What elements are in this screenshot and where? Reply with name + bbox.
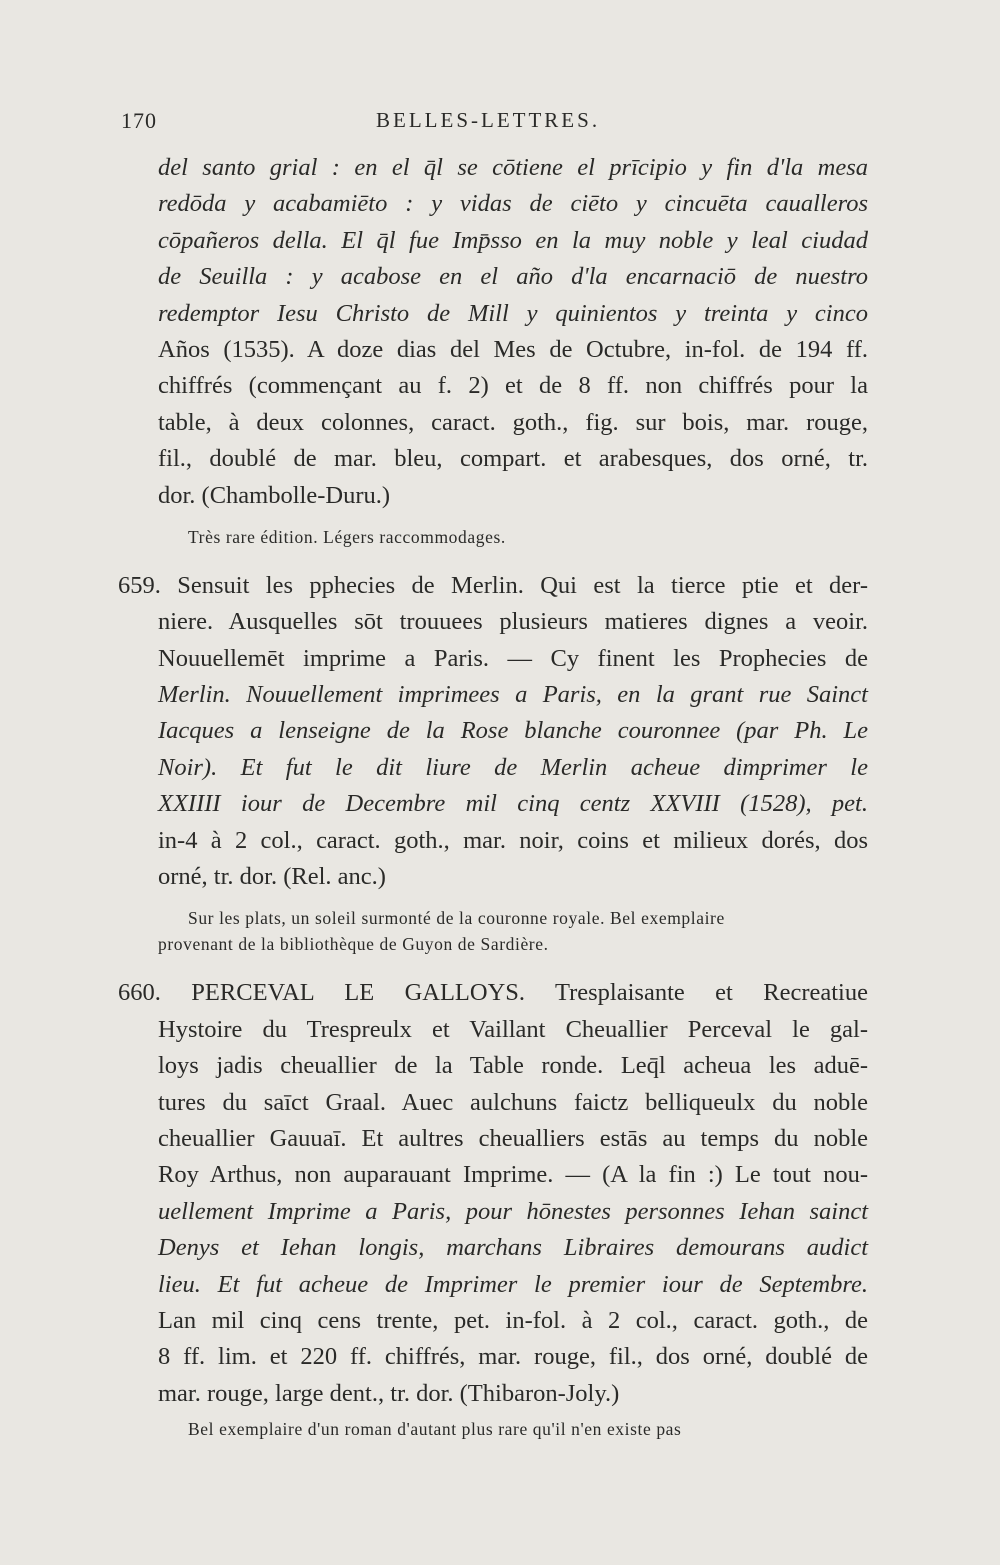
text-line: tures du saīct Graal. Auec aulchuns faictz belliqueulx du noble — [158, 1088, 868, 1116]
text-line: Iacques a lenseigne de la Rose blanche couronnee (par Ph. Le — [158, 717, 868, 745]
text-line: Hystoire du Trespreulx et Vaillant Cheuallier Perceval le gal- — [158, 1015, 868, 1043]
text-line: Noir). Et fut le dit liure de Merlin acheue dimprimer le — [158, 753, 868, 781]
text-line: loys jadis cheuallier de la Table ronde. Leq̄l acheua les aduē- — [158, 1052, 868, 1080]
text-line: Merlin. Nouuellement imprimees a Paris, en la grant rue Sainct — [158, 681, 868, 709]
text-line: cōpañeros della. El q̄l fue Imp̄sso en la muy noble y leal ciudad — [158, 226, 868, 254]
text-line: de Seuilla : y acabose en el año d'la encarnaciō de nuestro — [158, 263, 868, 291]
text-line: in-4 à 2 col., caract. goth., mar. noir, coins et milieux dorés, dos — [158, 826, 868, 854]
text-line: redōda y acabamiēto : y vidas de ciēto y cincuēta caualleros — [158, 190, 868, 218]
text-line: Nouuellemēt imprime a Paris. — Cy finent les Prophecies de — [158, 644, 868, 672]
entry-note: Très rare édition. Légers raccommodages. — [188, 526, 506, 547]
text-line: Años (1535). A doze dias del Mes de Octubre, in-fol. de 194 ff. — [158, 335, 868, 363]
text-line: dor. (Chambolle-Duru.) — [158, 481, 391, 509]
entry-note: Bel exemplaire d'un roman d'autant plus rare qu'il n'en existe pas — [188, 1419, 682, 1440]
entry-660 — [118, 975, 868, 1442]
text-line: fil., doublé de mar. bleu, compart. et arabesques, dos orné, tr. — [158, 445, 868, 473]
text-line: Roy Arthus, non auparauant Imprime. — (A la fin :) Le tout nou- — [158, 1161, 868, 1189]
entry-note: Sur les plats, un soleil surmonté de la couronne royale. Bel exemplaire — [188, 908, 725, 929]
text-line: chiffrés (commençant au f. 2) et de 8 ff. non chiffrés pour la — [158, 372, 868, 400]
text-line: del santo grial : en el q̄l se cōtiene el prīcipio y fin d'la mesa — [158, 154, 868, 181]
text-line: niere. Ausquelles sōt trouuees plusieurs matieres dignes a veoir. — [158, 608, 868, 636]
entry-659 — [118, 568, 868, 958]
text-line: table, à deux colonnes, caract. goth., fig. sur bois, mar. rouge, — [158, 408, 868, 436]
text-line: Lan mil cinq cens trente, pet. in-fol. à 2 col., caract. goth., de — [158, 1306, 868, 1334]
text-line: 8 ff. lim. et 220 ff. chiffrés, mar. rouge, fil., dos orné, doublé de — [158, 1343, 868, 1371]
text-line: XXIIII iour de Decembre mil cinq centz XXVIII (1528), pet. — [158, 790, 868, 818]
entry-note: provenant de la bibliothèque de Guyon de Sardière. — [158, 934, 549, 955]
text-line: uellement Imprime a Paris, pour hōnestes personnes Iehan sainct — [158, 1197, 868, 1225]
text-line: cheuallier Gauuaī. Et aultres cheualliers estās au temps du noble — [158, 1124, 868, 1152]
text-line: redemptor Iesu Christo de Mill y quinientos y treinta y cinco — [158, 299, 868, 327]
text-line: mar. rouge, large dent., tr. dor. (Thibaron-Joly.) — [158, 1379, 620, 1407]
page-header — [121, 108, 861, 138]
entry-heading-line: 660. PERCEVAL LE GALLOYS. Tresplaisante et Recreatiue — [118, 979, 868, 1007]
text-line: Denys et Iehan longis, marchans Libraires demourans audict — [158, 1234, 868, 1262]
page-body — [118, 150, 868, 1442]
page-number: 170 — [121, 108, 157, 133]
entry-heading-line: 659. Sensuit les pphecies de Merlin. Qui est la tierce ptie et der- — [118, 571, 868, 599]
running-title: BELLES-LETTRES. — [376, 108, 601, 132]
text-line: lieu. Et fut acheue de Imprimer le premier iour de Septembre. — [158, 1270, 868, 1298]
entry-658-continuation — [158, 150, 868, 550]
text-line: orné, tr. dor. (Rel. anc.) — [158, 863, 386, 891]
